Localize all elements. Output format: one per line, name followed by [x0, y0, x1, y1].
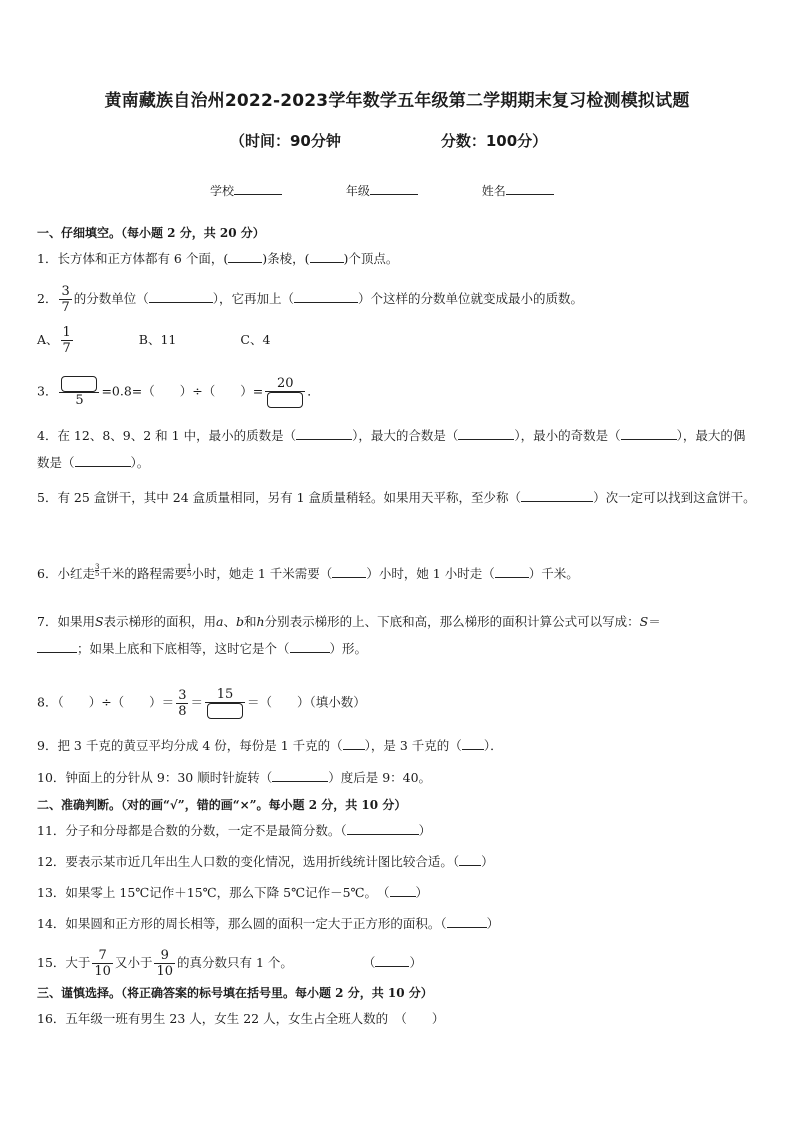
- section-1-heading: 一、仔细填空。（每小题 2 分，共 20 分）: [37, 226, 265, 240]
- answer-blank[interactable]: [37, 640, 77, 653]
- small-fraction: $\frac{3}{5}$: [94, 563, 100, 578]
- question-13: 13．如果零上 15℃记作＋15℃，那么下降 5℃记作－5℃。 （ ）: [37, 885, 429, 900]
- answer-blank[interactable]: [207, 703, 243, 719]
- section-3-heading: 三、谨慎选择。（将正确答案的标号填在括号里。每小题 2 分，共 10 分）: [37, 986, 433, 1000]
- name-label: 姓名: [481, 184, 506, 198]
- question-16: 16．五年级一班有男生 23 人，女生 22 人，女生占全班人数的 （ ）: [37, 1011, 445, 1026]
- question-4: 4．在 12、8、9、2 和 1 中，最小的质数是（ ），最大的合数是（ ），最小的奇数是（ ），最大的偶数是（ ）。: [37, 428, 746, 470]
- fraction: $\frac{3}{7}$: [61, 284, 70, 315]
- exam-subtitle: [230, 130, 547, 151]
- answer-blank[interactable]: [621, 427, 677, 440]
- school-blank[interactable]: [234, 182, 282, 195]
- question-3: 3． 5 =0.8=（ ）÷（ ）= 20 ．: [37, 376, 320, 408]
- section-2-heading: 二、准确判断。（对的画“√”，错的画“×”。每小题 2 分，共 10 分）: [37, 798, 407, 812]
- option-b[interactable]: B、11: [138, 332, 177, 347]
- school-label: 学校: [210, 184, 235, 198]
- fraction: 20: [265, 376, 305, 408]
- question-12: 12．要表示某市近几年出生人口数的变化情况，选用折线统计图比较合适。（ ）: [37, 854, 494, 869]
- answer-blank[interactable]: [294, 290, 358, 303]
- answer-blank[interactable]: [149, 290, 213, 303]
- answer-blank[interactable]: [347, 822, 419, 835]
- question-7: 7．如果用S表示梯形的面积，用a、b和h分别表示梯形的上、下底和高，那么梯形的面积计算公式可以写成：S＝ ；如果上底和下底相等，这时它是个（ ）形。: [37, 614, 661, 656]
- question-8: 8．（ ）÷（ ）＝ $\frac{3}{8}$ ＝ 15 ＝（ ）（填小数）: [37, 687, 366, 719]
- answer-blank[interactable]: [495, 565, 529, 578]
- answer-blank[interactable]: [521, 489, 593, 502]
- fraction: $\frac{9}{10}$: [156, 948, 174, 979]
- question-14: 14．如果圆和正方形的周长相等，那么圆的面积一定大于正方形的面积。（ ）: [37, 916, 500, 931]
- question-10: 10．钟面上的分针从 9：30 顺时针旋转（ ）度后是 9：40。: [37, 770, 432, 785]
- answer-blank[interactable]: [462, 737, 484, 750]
- question-1: 1．长方体和正方体都有 6 个面，( )条棱，( )个顶点。: [37, 251, 399, 266]
- name-blank[interactable]: [506, 182, 554, 195]
- answer-blank[interactable]: [272, 769, 328, 782]
- answer-blank[interactable]: [332, 565, 366, 578]
- fraction: 5: [59, 376, 99, 408]
- answer-blank[interactable]: [267, 392, 303, 408]
- answer-blank[interactable]: [343, 737, 365, 750]
- question-2: 2． $\frac{3}{7}$ 的分数单位（ ），它再加上（ ）个这样的分数单位就变成最小的质数。: [37, 284, 584, 315]
- answer-blank[interactable]: [447, 915, 487, 928]
- answer-blank[interactable]: [228, 250, 262, 263]
- small-fraction: $\frac{1}{5}$: [186, 563, 192, 578]
- fraction: $\frac{3}{8}$: [178, 687, 187, 719]
- option-a[interactable]: A、 $\frac{1}{7}$: [37, 325, 71, 356]
- grade-label: 年级: [345, 184, 370, 198]
- question-9: 9．把 3 千克的黄豆平均分成 4 份，每份是 1 千克的（ ），是 3 千克的（ ）．: [37, 738, 503, 753]
- answer-blank[interactable]: [296, 427, 352, 440]
- option-c[interactable]: C、4: [240, 332, 271, 347]
- answer-blank[interactable]: [310, 250, 344, 263]
- fraction: $\frac{1}{7}$: [62, 325, 71, 356]
- exam-title: 黄南藏族自治州2022-2023学年数学五年级第二学期期末复习检测模拟试题: [104, 91, 690, 111]
- question-2-options: [37, 325, 270, 356]
- student-info: [210, 182, 614, 199]
- question-15: 15．大于 $\frac{7}{10}$ 又小于 $\frac{9}{10}$ 的真分数只有 1 个。 （ ）: [37, 948, 422, 979]
- answer-blank[interactable]: [61, 376, 97, 392]
- question-6: 6．小红走 $\frac{3}{5}$ 千米的路程需要 $\frac{1}{5}$ 小时，她走 1 千米需要（ ）小时，她 1 小时走（ ）千米。: [37, 563, 579, 581]
- answer-blank[interactable]: [390, 884, 416, 897]
- fraction: $\frac{7}{10}$: [94, 948, 111, 979]
- answer-blank[interactable]: [75, 454, 131, 467]
- question-5: 5．有 25 盒饼干，其中 24 盒质量相同，另有 1 盒质量稍轻。如果用天平称，至少称（ ）次一定可以找到这盒饼干。: [37, 490, 756, 505]
- grade-blank[interactable]: [370, 182, 418, 195]
- answer-blank[interactable]: [375, 954, 409, 967]
- total-score: 分数：100分）: [440, 132, 548, 150]
- answer-blank[interactable]: [290, 640, 330, 653]
- answer-blank[interactable]: [458, 427, 514, 440]
- fraction: 15: [205, 687, 245, 719]
- time-limit: （时间：90分钟: [230, 132, 341, 150]
- question-11: 11．分子和分母都是合数的分数，一定不是最简分数。（ ）: [37, 823, 432, 838]
- answer-blank[interactable]: [459, 853, 481, 866]
